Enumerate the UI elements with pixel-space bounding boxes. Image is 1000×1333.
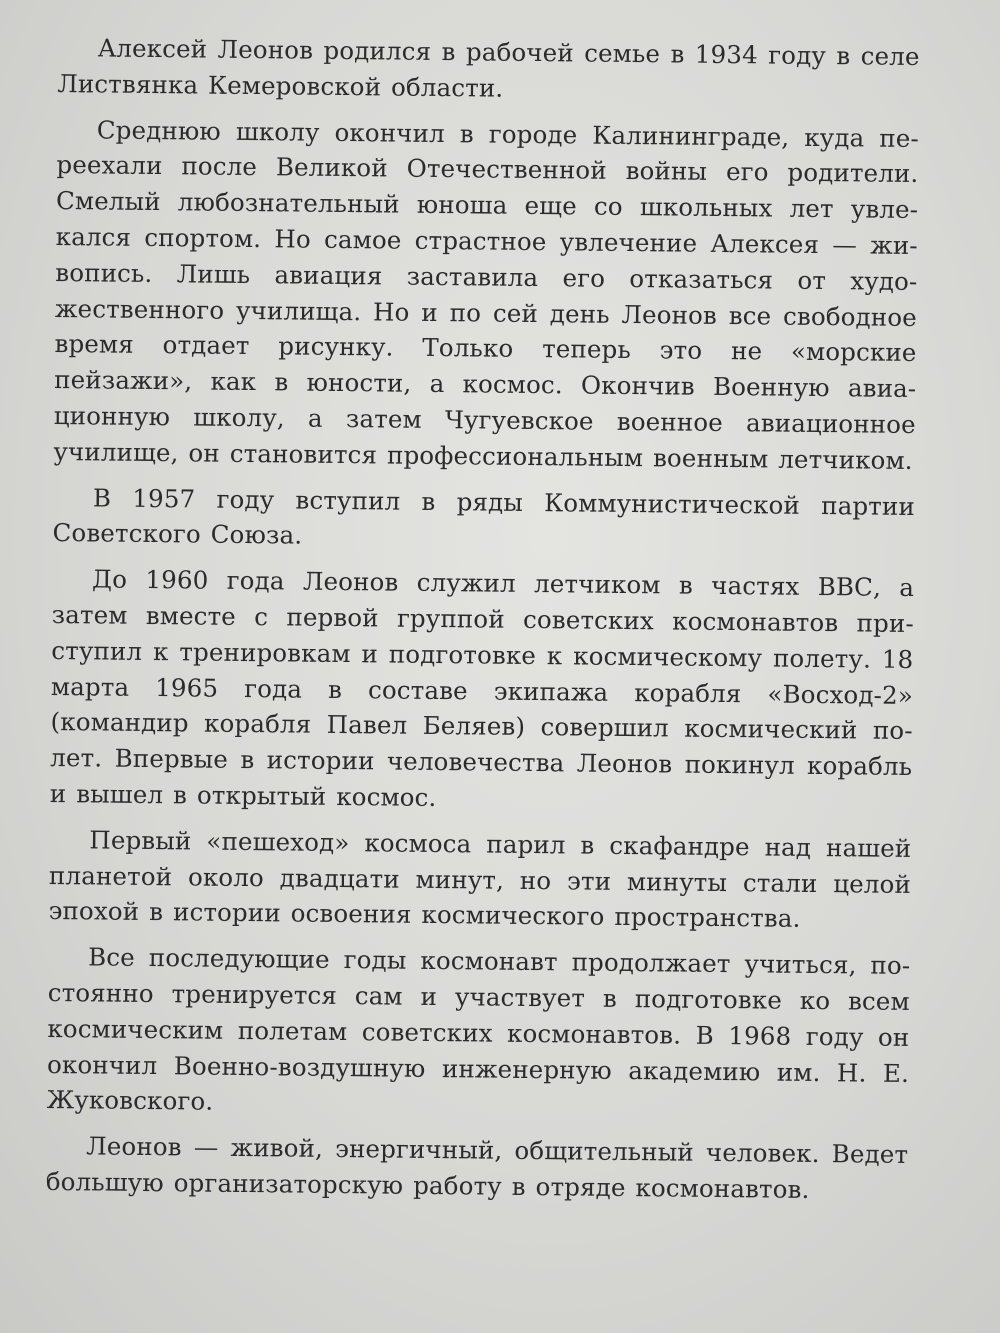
paragraph-academy: Все последующие годы космонавт продолжает учиться, постоянно тренируется сам и участвует в подготовке ко всем космическим полетам советских космонавтов. В 1968 году он окончил Военно-воздушную инженерную академию им. Н. Е. Жуковского. bbox=[46, 942, 911, 1116]
paragraph-birth: Алексей Леонов родился в рабочей семье в 1934 году в селе Листвянка Кемеровской области. bbox=[57, 33, 920, 103]
paragraph-spaceflight: До 1960 года Леонов служил летчиком в частях ВВС, а затем вместе с первой группой советских космонавтов приступил к тренировкам и подготовке к космическому полету. 18 марта 1965 года в составе экипажа корабля «Восход-2» (командир корабля Павел Беляев) совершил космический полет. Впервые в истории человечества Леонов покинул корабль и вышел в открытый космос. bbox=[49, 564, 915, 812]
paragraph-school: Среднюю школу окончил в городе Калининграде, куда переехали после Великой Отечественной войны его родители. Смелый любознательный юноша еще со школьных лет увлекался спортом. Но самое страстное увлечение Алексея — живопись. Лишь авиация заставила его отказаться от художественного училища. Но и по сей день Леонов все свободное время отдает рисунку. Только теперь это не «морские пейзажи», как в юности, а космос. Окончив Военную авиационную школу, а затем Чугуевское военное авиационное училище, он становится профессиональным военным летчиком. bbox=[53, 115, 919, 475]
paragraph-party: В 1957 году вступил в ряды Коммунистической партии Советского Союза. bbox=[52, 482, 916, 550]
paragraph-character: Леонов — живой, энергичный, общительный человек. Ведет большую организаторскую работу в отряде космонавтов. bbox=[45, 1131, 909, 1204]
paragraph-spacewalk: Первый «пешеход» космоса парил в скафандре над нашей планетой около двадцати минут, но эти минуты стали целой эпохой в истории освоения космического пространства. bbox=[48, 825, 912, 934]
book-page bbox=[45, 18, 920, 1204]
